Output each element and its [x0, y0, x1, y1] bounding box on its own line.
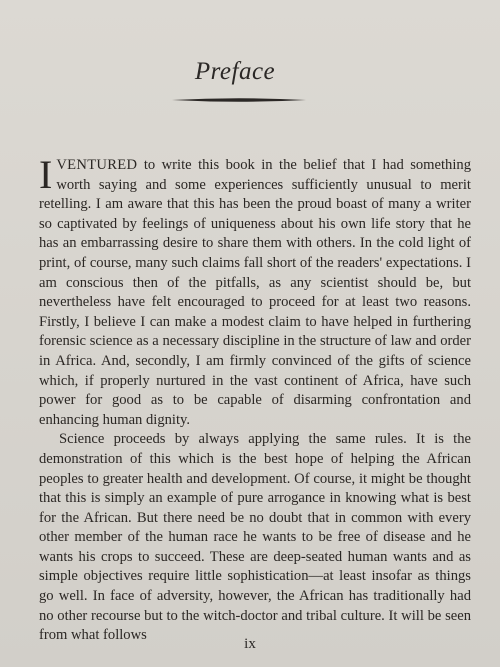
title-ornament-rule — [172, 96, 306, 104]
page-number: ix — [244, 636, 256, 652]
drop-cap: I — [39, 152, 53, 197]
page-title: Preface — [194, 58, 276, 85]
opening-words: VENTURED — [56, 157, 138, 173]
paragraph-1-text: to write this book in the belief that I had something worth saying and some experiences sufficiently unusual to merit retelling. I am aware that this has been the proud boast of many a writer so captivated by feelings of uniqueness about his own life story that he has an embarrassing desire to share them with others. In the cold light of print, of course, many such claims fall short of the readers' expectations. I am conscious then of the pitfalls, as any scientist should be, but nevertheless have felt encouraged to proceed for at least two reasons. Firstly, I believe I can make a modest claim to have helped in furthering forensic science as a necessary discipline in the structure of law and order in Africa. And, secondly, I am firmly convinced of the gifts of science which, if properly nurtured in the vast continent of Africa, have such power for good as to be capable of disarming confrontation and enhancing human dignity. — [39, 157, 471, 428]
paragraph-1 — [39, 152, 471, 430]
paragraph-2: Science proceeds by always applying the same rules. It is the demonstration of this which is the best hope of helping the African peoples to greater health and development. Of course, it might be thought that this is simply an example of pure arrogance in knowing what is best for the African. But there need be no doubt that in common with every other member of the human race he wants to be free of disease and he wants his crops to succeed. These are deep-seated human wants and as simple objectives require little sophistication—at least insofar as things go well. In face of adversity, however, the African has traditionally had no other recourse but to the witch-doctor and tribal culture. It will be seen from what follows — [39, 431, 471, 644]
preface-body — [39, 152, 471, 646]
